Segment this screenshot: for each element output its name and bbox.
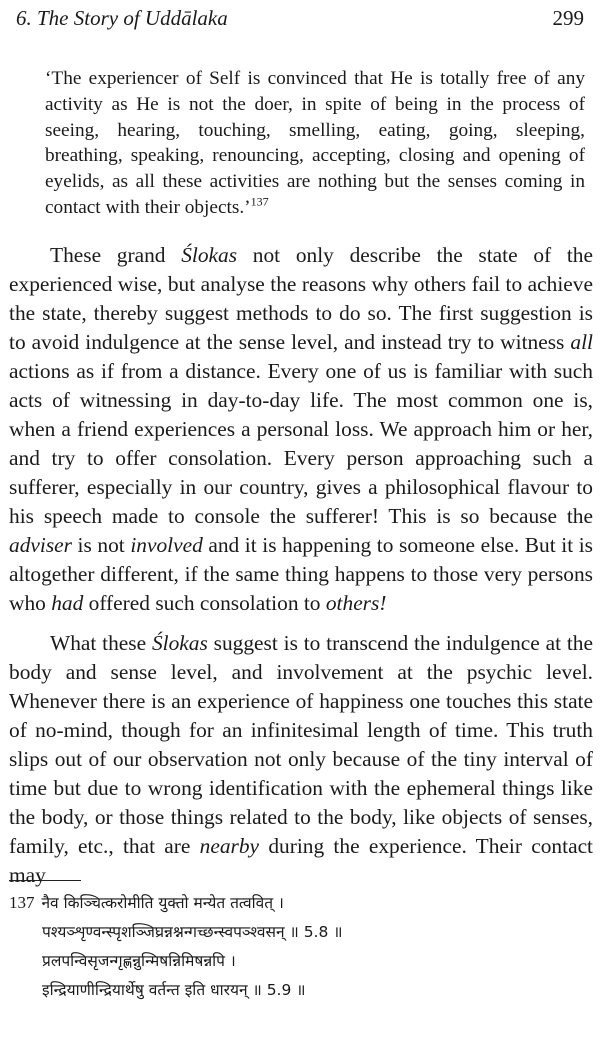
italic-term: Ślokas <box>151 630 208 655</box>
text-run: These grand <box>50 242 182 267</box>
text-run: is not <box>71 532 131 557</box>
italic-term: nearby <box>199 833 260 858</box>
page-number: 299 <box>552 6 584 30</box>
text-run: suggest is to transcend the indulgence at the body and sense level, and involvement at the psychic level. Whenever there is an experience of happiness one touches this state of no-mind, though for an infinitesimal length of time. This truth slips out of our observation not only because of the tiny interval of time but due to wrong identification with the ephemeral things like the body, or those things related to the body, like objects of senses, family, etc., that are <box>9 630 593 858</box>
italic-term: Ślokas <box>181 242 238 267</box>
paragraph-1 <box>9 241 593 618</box>
sanskrit-verse: नैव किञ्चित्करोमीति युक्तो मन्येत तत्ववित् । <box>41 894 284 912</box>
main-text <box>9 42 593 890</box>
text-run: during the experience. Their contact may <box>9 833 594 887</box>
footnote-line-4 <box>9 976 589 1005</box>
text-run: actions as if from a distance. Every one of us is familiar with such acts of witnessing in day-to-day life. The most common one is, when a friend experiences a personal loss. We approach him or her, and try to offer consolation. Every person approaching such a sufferer, especially in our country, gives a philosophical flavour to his speech made to console the sufferer! This is so because the <box>9 358 593 528</box>
text-run: not only describe the state of the experienced wise, but analyse the reasons why others fail to achieve the state, thereby suggest methods to do so. The first suggestion is to avoid indulgence at the sense level, and instead try to witness <box>9 242 593 354</box>
italic-term: others! <box>325 590 387 615</box>
sanskrit-verse: पश्यञ्शृण्वन्स्पृशञ्जिघ्रन्नश्नन्गच्छन्स्वपञ्श्वसन् ॥ 5.8 ॥ <box>42 923 343 941</box>
text-run: and it is happening to someone else. But it is altogether different, if the same thing happens to those very persons who <box>9 532 593 615</box>
italic-term: had <box>51 590 84 615</box>
running-header <box>16 6 584 36</box>
italic-term: involved <box>130 532 203 557</box>
footnote-line-1 <box>9 888 589 918</box>
italic-term: all <box>570 329 593 354</box>
block-quote <box>45 66 585 221</box>
text-run: What these <box>50 630 152 655</box>
text-run: offered such consolation to <box>83 590 326 615</box>
sanskrit-verse: प्रलपन्विसृजन्गृह्णन्नुन्मिषन्निमिषन्नपि । <box>42 952 236 970</box>
footnote-reference: 137 <box>250 194 269 209</box>
sanskrit-verse: इन्द्रियाणीन्द्रियार्थेषु वर्तन्त इति धारयन् ॥ 5.9 ॥ <box>42 981 306 999</box>
italic-term: adviser <box>9 532 72 557</box>
paragraph-2 <box>9 629 593 890</box>
footnote-line-3 <box>9 947 589 976</box>
footnote-block <box>9 888 589 1005</box>
footnote-line-2 <box>9 918 589 947</box>
footnote-divider <box>9 880 81 881</box>
chapter-title: 6. The Story of Uddālaka <box>16 6 228 30</box>
quote-text: ‘The experiencer of Self is convinced that He is totally free of any activity as He is not the doer, in spite of being in the process of seeing, hearing, touching, smelling, eating, going, sleeping, breathing, speaking, renouncing, accepting, closing and opening of eyelids, as all these activities are nothing but the senses coming in contact with their objects.’ <box>45 68 585 218</box>
footnote-number: 137 <box>9 893 35 912</box>
